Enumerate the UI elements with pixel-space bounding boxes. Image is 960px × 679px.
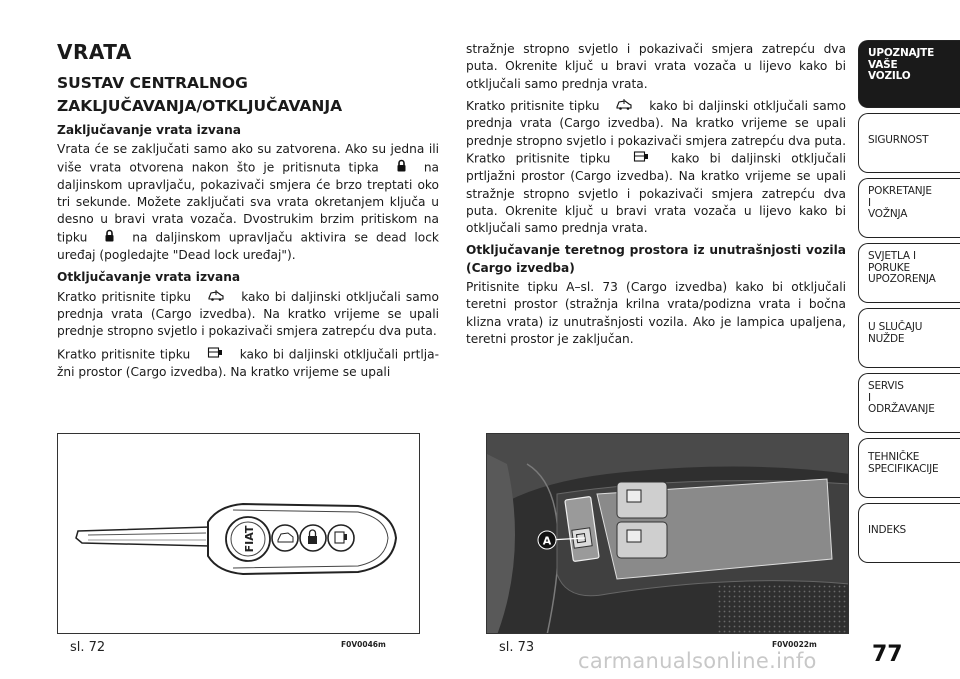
- page-title: VRATA: [57, 40, 132, 64]
- text-p2-b: kako bi daljinski otključali samo prednja vrata (Cargo izvedba). Na kratko vrijeme se upali prednje stropno svjetlo i pokazivači smjera zatrepću dva puta. Kratko pritisnite tipku: [466, 99, 847, 166]
- paragraph-trunk: [57, 346, 439, 382]
- figure-72-label: sl. 72: [70, 640, 106, 655]
- right-column: [466, 41, 846, 353]
- tab-line: I: [868, 391, 871, 404]
- text-lock-a: Vrata će se zaključati samo ako su zatvorena. Ako su jedna ili više vrata otvorena nakon što je pritisnuta tipka: [57, 142, 439, 175]
- text-p2-c: kako bi daljinski otključali prtljažni prostor (Cargo izvedba). Na kratko vrijeme se upali stražnje stropno svjetlo i pokazivači smjera zatrepću dva puta. Okrenite ključ u bravi vrata vozača u lijevo kako bi otključali samo prednja vrata.: [466, 151, 847, 236]
- trunk-unlock-icon: [207, 346, 223, 364]
- figure-73-code: F0V0022m: [772, 640, 817, 649]
- section-title-line-1: SUSTAV CENTRALNOG: [57, 74, 248, 92]
- tab-line: ODRŽAVANJE: [868, 403, 935, 415]
- paragraph-continued: stražnje stropno svjetlo i pokazivači smjera zatrepću dva puta. Okrenite ključ u bravi vrata vozača u lijevo kako bi otključali samo prednja vrata.: [466, 42, 846, 91]
- text-unlock-b: kako bi daljinski otključali samo prednja vrata (Cargo izvedba). Na kratko vrijeme se upali prednje stropno svjetlo i pokazivači smjera zatrepću dva puta.: [57, 289, 440, 339]
- tab-line: INDEKS: [868, 524, 907, 536]
- car-unlock-icon: [208, 289, 224, 306]
- key-logo-text: FIAT: [243, 525, 256, 553]
- heading-cargo-unlock: Otključavanje teretnog prostora iz unutrašnjosti vozila (Cargo izvedba): [466, 243, 846, 275]
- paragraph-cargo: Pritisnite tipku A–sl. 73 (Cargo izvedba) kako bi otključali teretni prostor (stražnja krilna vrata/podizna vrata i bočna klizna vrata) iz unutrašnjosti vozila. Ako je lampica upaljena, teretni prostor je zaključan.: [466, 280, 846, 346]
- marker-a: A: [542, 534, 552, 548]
- watermark: carmanualsonline.info: [578, 649, 817, 673]
- tab-tehnicke[interactable]: [858, 438, 960, 498]
- paragraph-lock: [57, 141, 439, 264]
- trunk-unlock-icon: [633, 150, 649, 168]
- tab-indeks[interactable]: [858, 503, 960, 563]
- heading-lock-outside: Zaključavanje vrata izvana: [57, 123, 241, 137]
- tab-line: PORUKE: [868, 261, 910, 274]
- tab-line: VAŠE: [868, 58, 898, 71]
- tab-line: UPOZORENJA: [868, 273, 936, 285]
- tab-svjetla[interactable]: [858, 243, 960, 303]
- tab-line: POKRETANJE: [868, 185, 932, 197]
- text-trunk-b: kako bi daljinski otključali prtlja-žni prostor (Cargo izvedba). Na kratko vrijeme se upali: [57, 347, 440, 380]
- tab-pokretanje[interactable]: [858, 178, 960, 238]
- tab-line: TEHNIČKE: [868, 451, 920, 463]
- tab-line: UPOZNAJTE: [868, 47, 935, 59]
- text-lock-b: na daljinskom upravljaču, pokazivači smjera će brzo treptati oko tri sekunde. Možete zaključati sva vrata okretanjem ključa u desno u bravi vrata vozača. Dvostrukim brzim pritiskom na tipku: [57, 160, 440, 245]
- figure-72-code: F0V0046m: [341, 640, 386, 649]
- paragraph-unlock-front: [466, 98, 846, 238]
- page-number: 77: [872, 642, 903, 667]
- tab-line: VOŽNJA: [868, 208, 908, 220]
- car-unlock-icon: [616, 98, 632, 115]
- tab-line: SIGURNOST: [868, 134, 929, 146]
- chapter-tabs: [858, 40, 960, 568]
- key-fob-illustration: [58, 434, 420, 634]
- tab-sigurnost[interactable]: [858, 113, 960, 173]
- padlock-icon: [105, 229, 114, 247]
- text-trunk-a: Kratko pritisnite tipku: [57, 347, 191, 362]
- tab-servis[interactable]: [858, 373, 960, 433]
- tab-line: VOZILO: [868, 70, 911, 82]
- section-title-line-2: ZAKLJUČAVANJA/OTKLJUČAVANJA: [57, 97, 343, 115]
- text-p2-a: Kratko pritisnite tipku: [466, 99, 600, 114]
- left-column: [57, 40, 439, 386]
- tab-line: U SLUČAJU: [868, 321, 923, 333]
- tab-line: NUŽDE: [868, 332, 905, 345]
- door-panel-illustration: [487, 434, 849, 634]
- figure-73-label: sl. 73: [499, 640, 535, 655]
- figure-key-fob: [57, 433, 420, 634]
- text-lock-c: na daljinskom upravljaču aktivira se dead lock uređaj (pogledajte "Dead lock uređaj").: [57, 230, 439, 263]
- tab-line: SERVIS: [868, 380, 904, 392]
- padlock-icon: [397, 159, 406, 177]
- tab-line: I: [868, 196, 871, 209]
- text-unlock-a: Kratko pritisnite tipku: [57, 289, 191, 304]
- heading-unlock-outside: Otključavanje vrata izvana: [57, 270, 241, 285]
- tab-upoznajte[interactable]: [858, 40, 960, 108]
- tab-line: SVJETLA I: [868, 250, 916, 262]
- paragraph-unlock: [57, 289, 439, 341]
- tab-line: SPECIFIKACIJE: [868, 462, 939, 475]
- tab-u-slucaju[interactable]: [858, 308, 960, 368]
- figure-door-panel: [486, 433, 849, 634]
